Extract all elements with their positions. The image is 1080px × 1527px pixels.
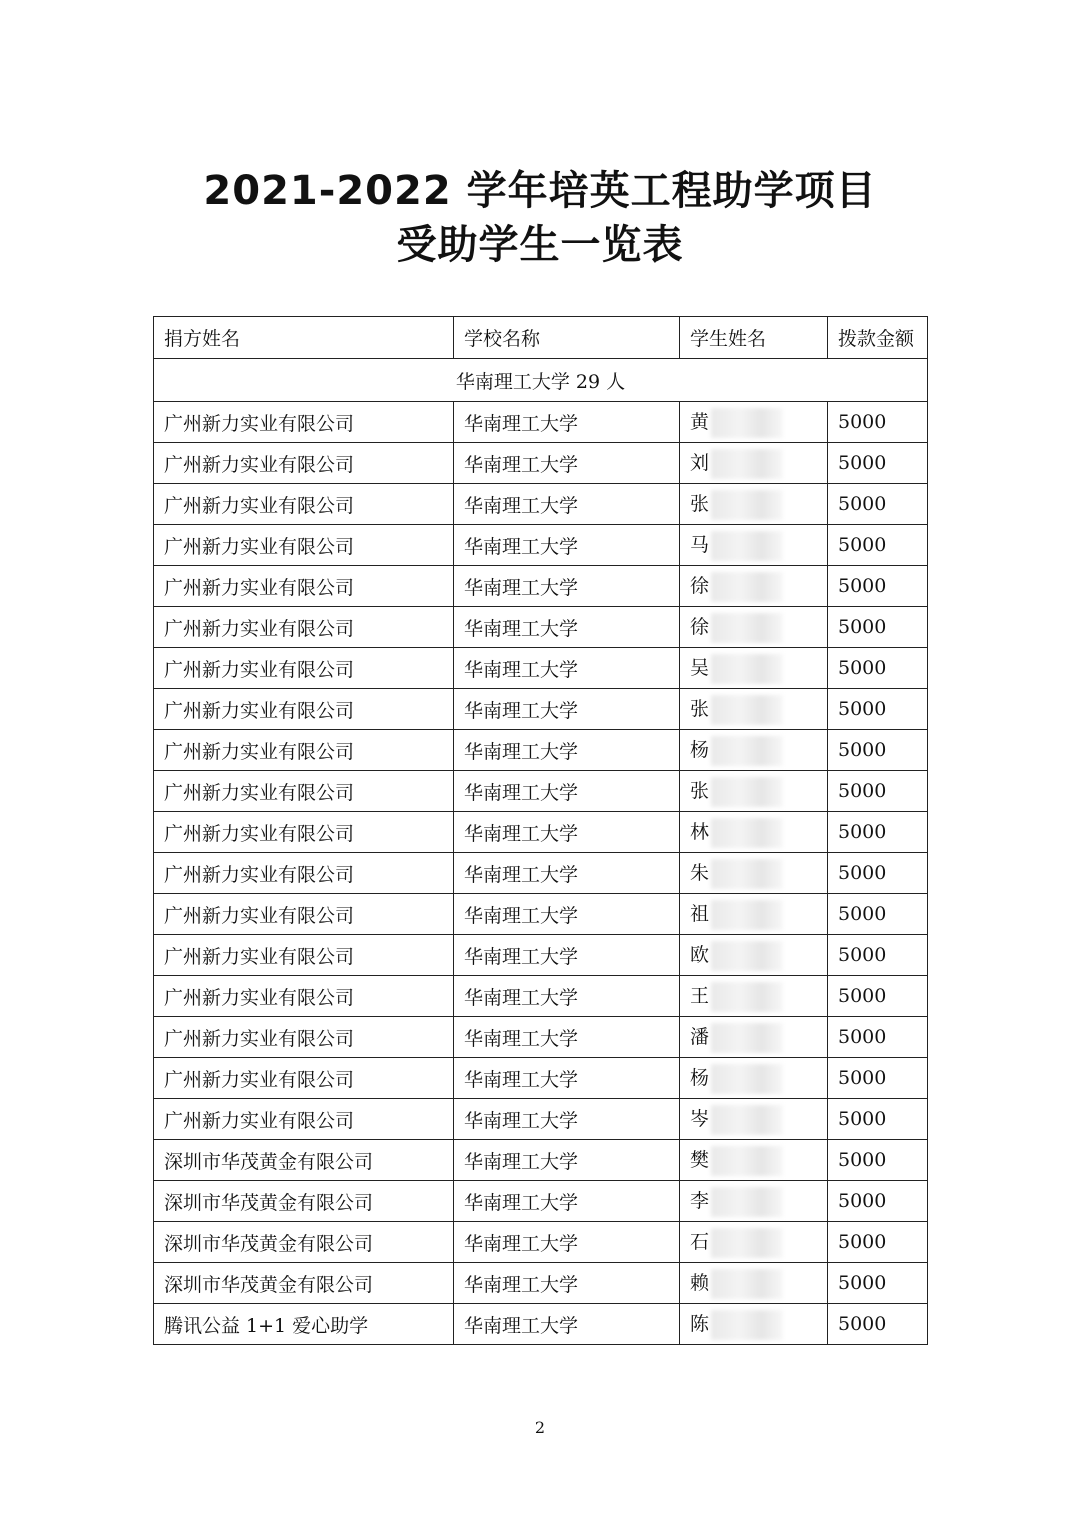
school-cell: 华南理工大学: [454, 730, 680, 771]
amount-cell: [828, 976, 928, 1017]
redacted-name-blur: [711, 777, 783, 807]
amount-cell: [828, 607, 928, 648]
amount-value: 5000: [838, 534, 887, 556]
student-cell: [680, 976, 828, 1017]
amount-value: 5000: [838, 698, 887, 720]
table-row: [154, 443, 928, 484]
redacted-name-blur: [711, 408, 783, 438]
student-surname: 朱: [690, 861, 710, 884]
amount-value: 5000: [838, 944, 887, 966]
amount-value: 5000: [838, 862, 887, 884]
amount-cell: [828, 812, 928, 853]
redacted-name-blur: [711, 1105, 783, 1135]
amount-cell: [828, 1017, 928, 1058]
student-cell: [680, 812, 828, 853]
student-surname: 赖: [690, 1271, 710, 1294]
table-row: [154, 689, 928, 730]
amount-value: 5000: [838, 1026, 887, 1048]
school-cell: 华南理工大学: [454, 689, 680, 730]
redacted-name-blur: [711, 572, 783, 602]
student-cell: [680, 689, 828, 730]
amount-cell: [828, 853, 928, 894]
amount-value: 5000: [838, 985, 887, 1007]
sponsored-students-table: [153, 316, 928, 1345]
student-cell: [680, 1181, 828, 1222]
amount-cell: [828, 689, 928, 730]
school-cell: 华南理工大学: [454, 484, 680, 525]
student-surname: 石: [690, 1230, 710, 1253]
student-surname: 祖: [690, 902, 710, 925]
donor-cell: 广州新力实业有限公司: [154, 566, 454, 607]
redacted-name-blur: [711, 1310, 783, 1340]
amount-cell: [828, 566, 928, 607]
student-surname: 杨: [690, 1066, 710, 1089]
table-row: [154, 812, 928, 853]
student-surname: 岑: [690, 1107, 710, 1130]
student-surname: 张: [690, 697, 710, 720]
redacted-name-blur: [711, 1228, 783, 1258]
table-row: [154, 607, 928, 648]
amount-cell: [828, 894, 928, 935]
school-cell: 华南理工大学: [454, 935, 680, 976]
redacted-name-blur: [711, 736, 783, 766]
table-row: [154, 648, 928, 689]
redacted-name-blur: [711, 900, 783, 930]
amount-value: 5000: [838, 493, 887, 515]
student-cell: [680, 1222, 828, 1263]
redacted-name-blur: [711, 654, 783, 684]
table-row: [154, 402, 928, 443]
amount-value: 5000: [838, 1190, 887, 1212]
school-cell: 华南理工大学: [454, 853, 680, 894]
student-cell: [680, 607, 828, 648]
group-row: [154, 359, 928, 402]
table-row: [154, 1304, 928, 1345]
donor-cell: 深圳市华茂黄金有限公司: [154, 1222, 454, 1263]
amount-value: 5000: [838, 1149, 887, 1171]
student-surname: 徐: [690, 574, 710, 597]
student-cell: [680, 1099, 828, 1140]
redacted-name-blur: [711, 490, 783, 520]
amount-cell: [828, 935, 928, 976]
amount-cell: [828, 525, 928, 566]
table-row: [154, 853, 928, 894]
donor-cell: 广州新力实业有限公司: [154, 402, 454, 443]
redacted-name-blur: [711, 1187, 783, 1217]
table-header-row: [154, 317, 928, 359]
redacted-name-blur: [711, 1064, 783, 1094]
donor-cell: 广州新力实业有限公司: [154, 730, 454, 771]
donor-cell: 广州新力实业有限公司: [154, 607, 454, 648]
table-row: [154, 525, 928, 566]
student-surname: 潘: [690, 1025, 710, 1048]
amount-value: 5000: [838, 616, 887, 638]
amount-cell: [828, 1263, 928, 1304]
table-row: [154, 771, 928, 812]
amount-value: 5000: [838, 1272, 887, 1294]
table-row: [154, 1263, 928, 1304]
school-cell: 华南理工大学: [454, 1263, 680, 1304]
redacted-name-blur: [711, 1146, 783, 1176]
table-row: [154, 976, 928, 1017]
redacted-name-blur: [711, 613, 783, 643]
header-amount: 拨款金额: [828, 317, 928, 359]
donor-cell: 广州新力实业有限公司: [154, 1017, 454, 1058]
donor-cell: 广州新力实业有限公司: [154, 443, 454, 484]
donor-cell: 广州新力实业有限公司: [154, 648, 454, 689]
donor-cell: 广州新力实业有限公司: [154, 976, 454, 1017]
school-cell: 华南理工大学: [454, 976, 680, 1017]
table-row: [154, 730, 928, 771]
redacted-name-blur: [711, 941, 783, 971]
donor-cell: 广州新力实业有限公司: [154, 1099, 454, 1140]
amount-cell: [828, 402, 928, 443]
school-cell: 华南理工大学: [454, 443, 680, 484]
donor-cell: 广州新力实业有限公司: [154, 935, 454, 976]
student-cell: [680, 1017, 828, 1058]
table-row: [154, 1099, 928, 1140]
student-surname: 张: [690, 492, 710, 515]
student-cell: [680, 443, 828, 484]
school-cell: 华南理工大学: [454, 812, 680, 853]
student-cell: [680, 648, 828, 689]
amount-value: 5000: [838, 575, 887, 597]
donor-cell: 腾讯公益 1+1 爱心助学: [154, 1304, 454, 1345]
school-cell: 华南理工大学: [454, 1058, 680, 1099]
student-cell: [680, 1140, 828, 1181]
donor-cell: 广州新力实业有限公司: [154, 771, 454, 812]
redacted-name-blur: [711, 695, 783, 725]
amount-value: 5000: [838, 821, 887, 843]
amount-cell: [828, 484, 928, 525]
student-surname: 李: [690, 1189, 710, 1212]
student-cell: [680, 402, 828, 443]
amount-value: 5000: [838, 903, 887, 925]
donor-cell: 广州新力实业有限公司: [154, 853, 454, 894]
amount-cell: [828, 1058, 928, 1099]
amount-value: 5000: [838, 780, 887, 802]
school-cell: 华南理工大学: [454, 1304, 680, 1345]
donor-cell: 深圳市华茂黄金有限公司: [154, 1140, 454, 1181]
amount-value: 5000: [838, 1313, 887, 1335]
table-row: [154, 484, 928, 525]
header-school: 学校名称: [454, 317, 680, 359]
donor-cell: 广州新力实业有限公司: [154, 1058, 454, 1099]
school-cell: 华南理工大学: [454, 1017, 680, 1058]
school-cell: 华南理工大学: [454, 607, 680, 648]
donor-cell: 广州新力实业有限公司: [154, 484, 454, 525]
donor-cell: 广州新力实业有限公司: [154, 894, 454, 935]
amount-cell: [828, 443, 928, 484]
amount-value: 5000: [838, 452, 887, 474]
student-surname: 王: [690, 984, 710, 1007]
table-row: [154, 1140, 928, 1181]
document-title-line1: 2021-2022 学年培英工程助学项目: [203, 168, 877, 214]
donor-cell: 深圳市华茂黄金有限公司: [154, 1181, 454, 1222]
student-cell: [680, 853, 828, 894]
document-title-line2: 受助学生一览表: [396, 222, 684, 268]
student-surname: 林: [690, 820, 710, 843]
school-cell: 华南理工大学: [454, 525, 680, 566]
header-donor: 捐方姓名: [154, 317, 454, 359]
school-cell: 华南理工大学: [454, 648, 680, 689]
table-row: [154, 1181, 928, 1222]
group-label: 华南理工大学 29 人: [154, 359, 928, 402]
student-cell: [680, 894, 828, 935]
redacted-name-blur: [711, 982, 783, 1012]
student-cell: [680, 1058, 828, 1099]
student-surname: 刘: [690, 451, 710, 474]
amount-cell: [828, 1181, 928, 1222]
table-row: [154, 566, 928, 607]
table-row: [154, 1058, 928, 1099]
student-cell: [680, 1304, 828, 1345]
amount-cell: [828, 1099, 928, 1140]
student-surname: 吴: [690, 656, 710, 679]
table-row: [154, 1222, 928, 1263]
school-cell: 华南理工大学: [454, 771, 680, 812]
amount-cell: [828, 730, 928, 771]
student-cell: [680, 1263, 828, 1304]
student-surname: 黄: [690, 410, 710, 433]
student-cell: [680, 566, 828, 607]
student-cell: [680, 935, 828, 976]
school-cell: 华南理工大学: [454, 402, 680, 443]
student-cell: [680, 525, 828, 566]
school-cell: 华南理工大学: [454, 1099, 680, 1140]
student-surname: 张: [690, 779, 710, 802]
student-surname: 杨: [690, 738, 710, 761]
amount-value: 5000: [838, 1108, 887, 1130]
school-cell: 华南理工大学: [454, 1222, 680, 1263]
amount-cell: [828, 1304, 928, 1345]
redacted-name-blur: [711, 1023, 783, 1053]
amount-value: 5000: [838, 657, 887, 679]
redacted-name-blur: [711, 818, 783, 848]
redacted-name-blur: [711, 449, 783, 479]
amount-value: 5000: [838, 411, 887, 433]
student-surname: 陈: [690, 1312, 710, 1335]
redacted-name-blur: [711, 859, 783, 889]
school-cell: 华南理工大学: [454, 1181, 680, 1222]
amount-cell: [828, 1140, 928, 1181]
school-cell: 华南理工大学: [454, 566, 680, 607]
redacted-name-blur: [711, 1269, 783, 1299]
amount-value: 5000: [838, 1067, 887, 1089]
student-surname: 徐: [690, 615, 710, 638]
student-surname: 欧: [690, 943, 710, 966]
student-cell: [680, 730, 828, 771]
table-row: [154, 894, 928, 935]
school-cell: 华南理工大学: [454, 1140, 680, 1181]
donor-cell: 广州新力实业有限公司: [154, 525, 454, 566]
table-row: [154, 1017, 928, 1058]
donor-cell: 深圳市华茂黄金有限公司: [154, 1263, 454, 1304]
amount-cell: [828, 1222, 928, 1263]
amount-value: 5000: [838, 1231, 887, 1253]
amount-cell: [828, 648, 928, 689]
amount-cell: [828, 771, 928, 812]
student-cell: [680, 771, 828, 812]
student-surname: 樊: [690, 1148, 710, 1171]
redacted-name-blur: [711, 531, 783, 561]
page-number: 2: [534, 1418, 546, 1437]
donor-cell: 广州新力实业有限公司: [154, 689, 454, 730]
student-surname: 马: [690, 533, 710, 556]
donor-cell: 广州新力实业有限公司: [154, 812, 454, 853]
table-row: [154, 935, 928, 976]
header-student: 学生姓名: [680, 317, 828, 359]
student-cell: [680, 484, 828, 525]
school-cell: 华南理工大学: [454, 894, 680, 935]
amount-value: 5000: [838, 739, 887, 761]
